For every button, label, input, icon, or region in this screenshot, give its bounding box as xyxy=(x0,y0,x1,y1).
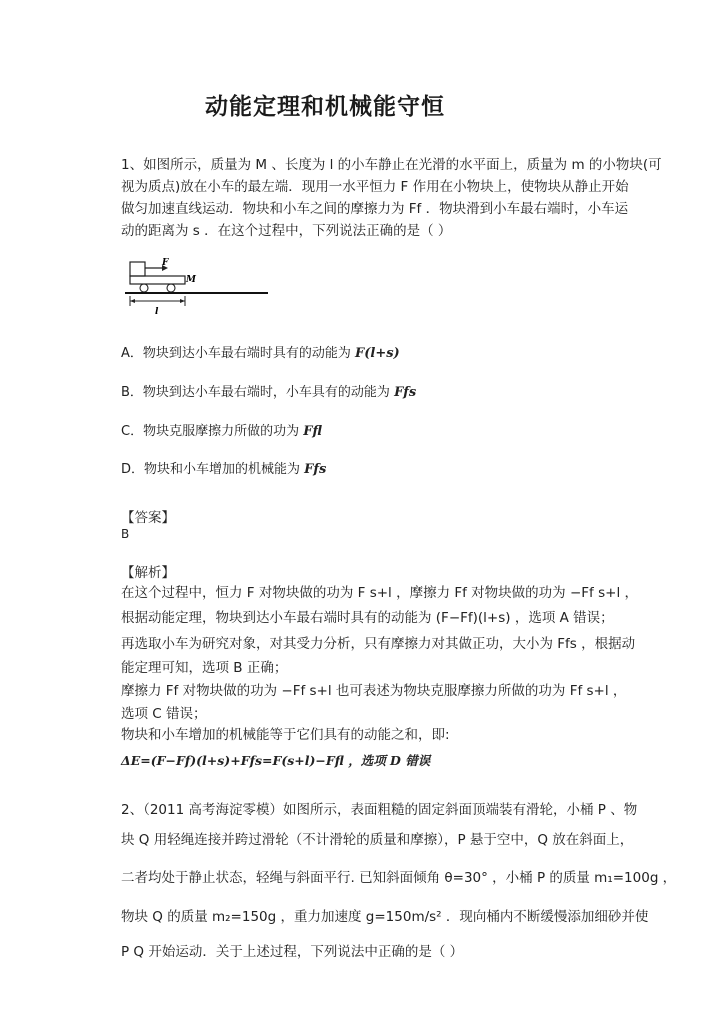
small-block xyxy=(130,262,145,276)
force-label: F xyxy=(162,258,169,268)
option-text: A．物块到达小车最右端时具有的动能为 xyxy=(121,346,356,361)
cart-wheel xyxy=(140,284,148,292)
option-a xyxy=(121,342,400,361)
q2-line: 物块 Q 的质量 m₂=150g ，重力加速度 g=150m/s² ．现向桶内不断缓慢添加细砂并使 xyxy=(121,909,649,925)
analysis-line: 摩擦力 Ff 对物块做的功为 −Ff s+l 也可表述为物块克服摩擦力所做的功为 Ff s+l ， xyxy=(121,683,627,699)
page-title: 动能定理和机械能守恒 xyxy=(205,93,445,120)
option-expr: Ffs xyxy=(394,385,417,400)
analysis-line: 在这个过程中，恒力 F 对物块做的功为 F s+l ，摩擦力 Ff 对物块做的功为 −Ff s+l ， xyxy=(121,585,638,601)
q1-line: 动的距离为 s ．在这个过程中，下列说法正确的是（ ） xyxy=(121,223,452,239)
option-expr: Ffl xyxy=(303,424,322,439)
option-c xyxy=(121,420,322,439)
q2-line: 块 Q 用轻绳连接并跨过滑轮（不计滑轮的质量和摩擦），P 悬于空中，Q 放在斜面上， xyxy=(121,832,634,848)
dimension-arrowhead xyxy=(130,299,135,303)
option-text: B．物块到达小车最右端时，小车具有的动能为 xyxy=(121,385,395,400)
option-d xyxy=(121,458,326,477)
cart-figure xyxy=(120,256,280,318)
analysis-line: 物块和小车增加的机械能等于它们具有的动能之和，即: xyxy=(121,727,450,743)
dimension-arrowhead xyxy=(180,299,185,303)
analysis-line: 再选取小车为研究对象，对其受力分析，只有摩擦力对其做正功，大小为 Ffs ，根据动 xyxy=(121,636,636,652)
analysis-line: 能定理可知，选项 B 正确； xyxy=(121,660,288,676)
q2-line: 二者均处于静止状态，轻绳与斜面平行. 已知斜面倾角 θ=30° ，小桶 P 的质量 m₁=100g ， xyxy=(121,870,677,886)
analysis-line: 选项 C 错误； xyxy=(121,706,207,722)
option-expr: Ffs xyxy=(304,462,327,477)
q2-line: P Q 开始运动．关于上述过程，下列说法中正确的是（ ） xyxy=(121,944,464,960)
mass-label: M xyxy=(186,275,196,285)
q2-line: 2、（2011 高考海淀零模）如图所示，表面粗糙的固定斜面顶端装有滑轮，小桶 P 、物 xyxy=(121,802,638,818)
q1-line: 视为质点)放在小车的最左端．现用一水平恒力 F 作用在小物块上，使物块从静止开始 xyxy=(121,179,629,195)
analysis-line: 根据动能定理，物块到达小车最右端时具有的动能为 (F−Ff)(l+s) ，选项 A 错误； xyxy=(121,610,614,626)
analysis-label: 【解析】 xyxy=(121,565,175,581)
q1-line: 做匀加速直线运动．物块和小车之间的摩擦力为 Ff ．物块滑到小车最右端时，小车运 xyxy=(121,201,629,217)
question-1-stem xyxy=(121,154,662,242)
option-b xyxy=(121,381,416,400)
option-text: C．物块克服摩擦力所做的功为 xyxy=(121,424,304,439)
answer-label: 【答案】 xyxy=(121,510,175,526)
answer-value: B xyxy=(121,527,130,541)
analysis-equation: ΔE=(F−Ff)(l+s)+Ffs=F(s+l)−Ffl ，选项 D 错误 xyxy=(121,753,431,768)
cart-body xyxy=(130,276,185,284)
option-expr: F(l+s) xyxy=(355,346,400,361)
length-label: l xyxy=(155,307,159,317)
q1-line: 1、如图所示，质量为 M 、长度为 l 的小车静止在光滑的水平面上，质量为 m 的小物块(可 xyxy=(121,157,662,173)
cart-wheel xyxy=(167,284,175,292)
option-text: D．物块和小车增加的机械能为 xyxy=(121,462,305,477)
